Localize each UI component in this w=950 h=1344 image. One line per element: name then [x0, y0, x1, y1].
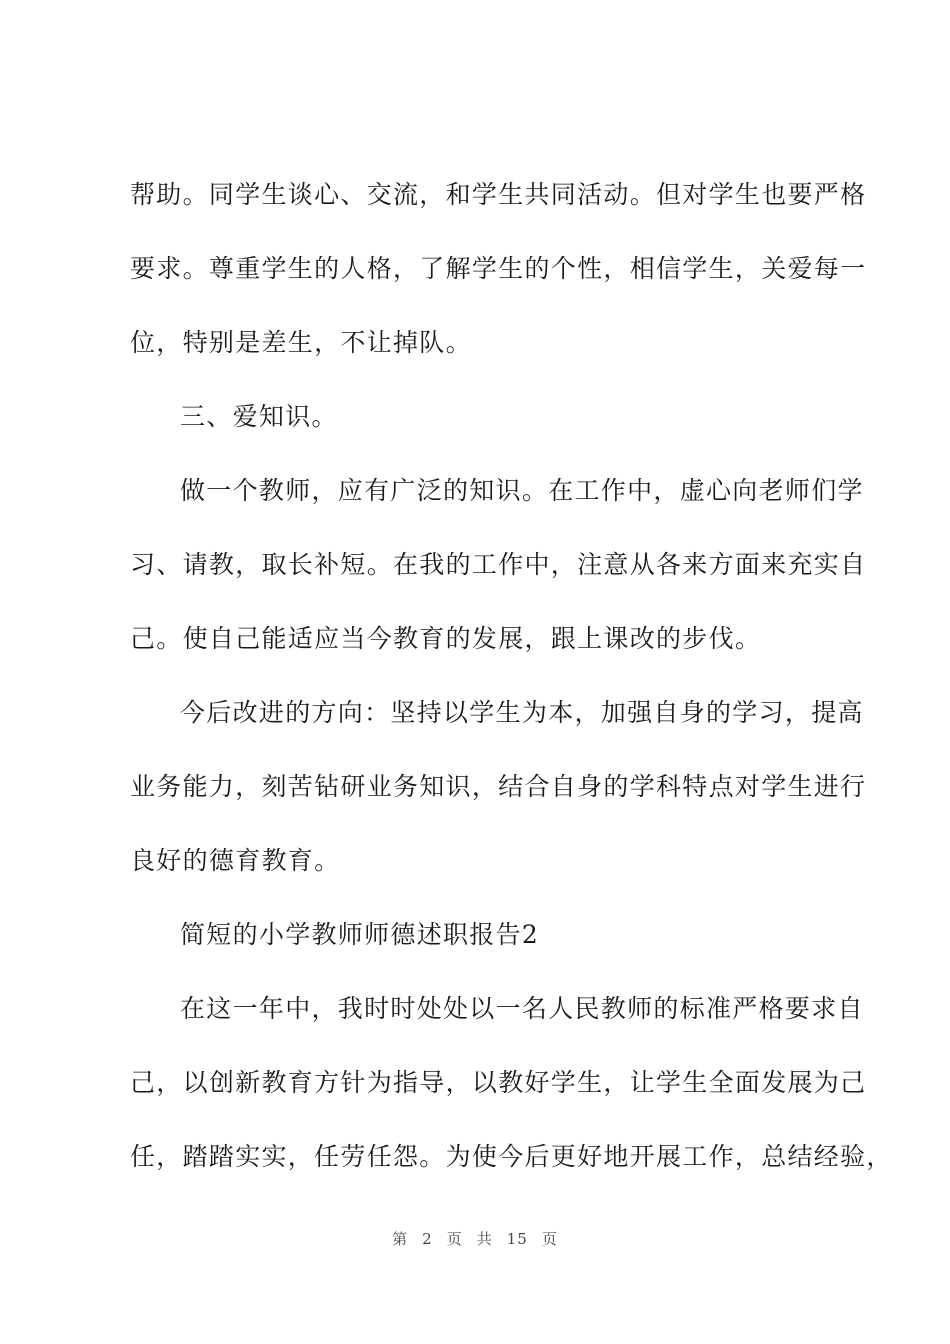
text-line: 己，以创新教育方针为指导，以教好学生，让学生全面发展为己 — [130, 1068, 867, 1097]
footer-total-pages: 15 — [506, 1230, 528, 1248]
text-line: 在这一年中，我时时处处以一名人民教师的标准严格要求自 — [180, 994, 864, 1023]
footer-label-total-suffix: 页 — [541, 1230, 558, 1248]
text-line: 己。使自己能适应当今教育的发展，跟上课改的步伐。 — [130, 624, 762, 653]
text-line: 做一个教师，应有广泛的知识。在工作中，虚心向老师们学 — [180, 476, 864, 505]
footer-current-page: 2 — [422, 1230, 433, 1248]
page-footer — [0, 1228, 950, 1249]
footer-label-page: 第 — [392, 1230, 409, 1248]
text-line: 良好的德育教育。 — [130, 846, 341, 875]
text-line: 帮助。同学生谈心、交流，和学生共同活动。但对学生也要严格 — [130, 180, 867, 209]
text-line: 要求。尊重学生的人格，了解学生的个性，相信学生，关爱每一 — [130, 254, 867, 283]
text-line: 习、请教，取长补短。在我的工作中，注意从各来方面来充实自 — [130, 550, 867, 579]
text-line: 今后改进的方向：坚持以学生为本，加强自身的学习，提高 — [180, 698, 864, 727]
text-line: 业务能力，刻苦钻研业务知识，结合自身的学科特点对学生进行 — [130, 772, 867, 801]
text-line: 位，特别是差生，不让掉队。 — [130, 328, 472, 357]
footer-label-page-suffix: 页 — [446, 1230, 463, 1248]
section-heading: 三、爱知识。 — [180, 402, 338, 431]
report-title: 简短的小学教师师德述职报告2 — [180, 920, 540, 949]
text-line: 任，踏踏实实，任劳任怨。为使今后更好地开展工作，总结经验， — [130, 1142, 893, 1171]
footer-label-total: 共 — [476, 1230, 493, 1248]
